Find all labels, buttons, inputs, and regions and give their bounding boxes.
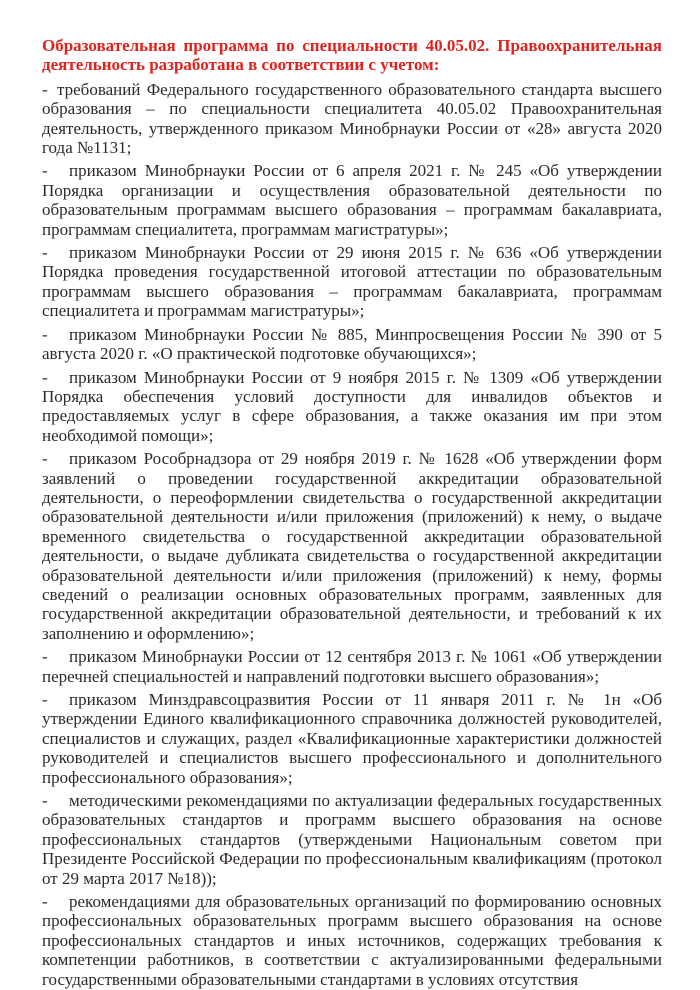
paragraph-text: методическими рекомендациями по актуализации федеральных государственных образовательных стандартов и программ высшего образования на основе профессиональных стандартов (утверждеными Национальным советом при Президенте Российской Федерации по профессиональным квалификациям (протокол от 29 марта 2017 №18));	[42, 791, 662, 888]
list-item-order-1309	[42, 368, 662, 446]
paragraph-text: приказом Минобрнауки России № 885, Минпросвещения России № 390 от 5 августа 2020 г. «О практической подготовке обучающихся»;	[42, 324, 662, 364]
list-dash: -	[42, 892, 48, 912]
paragraph-text: приказом Минобрнауки России от 9 ноября 2015 г. № 1309 «Об утверждении Порядка обеспечения условий доступности для инвалидов объектов и предоставляемых услуг в сфере образования, а также оказания им при этом необходимой помощи»;	[42, 367, 662, 445]
paragraph-text: приказом Минобрнауки России от 6 апреля 2021 г. № 245 «Об утверждении Порядка организации и осуществления образовательной деятельности по образовательным программам высшего образования – программам бакалавриата, программам специалитета, программам магистратуры»;	[42, 161, 662, 239]
list-item-order-1628	[42, 449, 662, 643]
document-heading: Образовательная программа по специальности 40.05.02. Правоохранительная деятельность разработана в соответствии с учетом:	[42, 36, 662, 75]
list-item-fgos	[42, 80, 662, 158]
list-dash: -	[42, 243, 48, 263]
list-dash: -	[42, 161, 48, 181]
paragraph-text: требований Федерального государственного образовательного стандарта высшего образования – по специальности специалитета 40.05.02 Правоохранительная деятельность, утвержденного приказом Минобрнауки России от «28» августа 2020 года №1131;	[42, 79, 662, 158]
list-item-org-recommendations	[42, 892, 662, 989]
list-item-order-1061	[42, 647, 662, 686]
paragraph-text: приказом Минобрнауки России от 29 июня 2015 г. № 636 «Об утверждении Порядка проведения государственной итоговой аттестации по образовательным программам высшего образования – программам бакалавриата, программам специалитета и программам магистратуры»;	[42, 243, 662, 321]
list-dash: -	[42, 367, 48, 387]
list-dash: -	[42, 690, 48, 709]
paragraph-text: приказом Минздравсоцразвития России от 11 января 2011 г. № 1н «Об утверждении Единого квалификационного справочника должностей руководителей, специалистов и служащих, раздел «Квалификационные характеристики должностей руководителей и специалистов высшего профессионального и дополнительного профессионального образования»;	[42, 690, 662, 787]
list-item-method-recommendations	[42, 791, 662, 888]
paragraph-text: рекомендациями для образовательных организаций по формированию основных профессиональных образовательных программ высшего образования на основе профессиональных стандартов и иных источников, содержащих требования к компетенции работников, в соответствии с актуализированными федеральными государственными образовательными стандартами в условиях отсутствия	[42, 892, 662, 989]
list-item-order-885-390	[42, 325, 662, 364]
list-dash: -	[42, 791, 48, 811]
paragraph-text: приказом Минобрнауки России от 12 сентября 2013 г. № 1061 «Об утверждении перечней специальностей и направлений подготовки высшего образования»;	[42, 647, 662, 686]
list-item-order-636	[42, 243, 662, 321]
list-dash: -	[42, 324, 48, 344]
list-dash: -	[42, 449, 48, 469]
list-dash: -	[42, 647, 48, 667]
paragraph-text: приказом Рособрнадзора от 29 ноября 2019 г. № 1628 «Об утверждении форм заявлений о проведении государственной аккредитации образовательной деятельности, о переоформлении свидетельства о государственной аккредитации образовательной деятельности и/или приложения (приложений) к нему, о выдаче временного свидетельства о государственной аккредитации образовательной деятельности, о выдаче дубликата свидетельства о государственной аккредитации образовательной деятельности и/или приложения (приложений) к нему, формы сведений о реализации основных образовательных программ, заявленных для государственной аккредитации образовательной деятельности, и требований к их заполнению и оформлению»;	[42, 449, 662, 643]
list-item-order-245	[42, 161, 662, 239]
list-dash: -	[42, 79, 48, 99]
list-item-order-1n	[42, 690, 662, 787]
